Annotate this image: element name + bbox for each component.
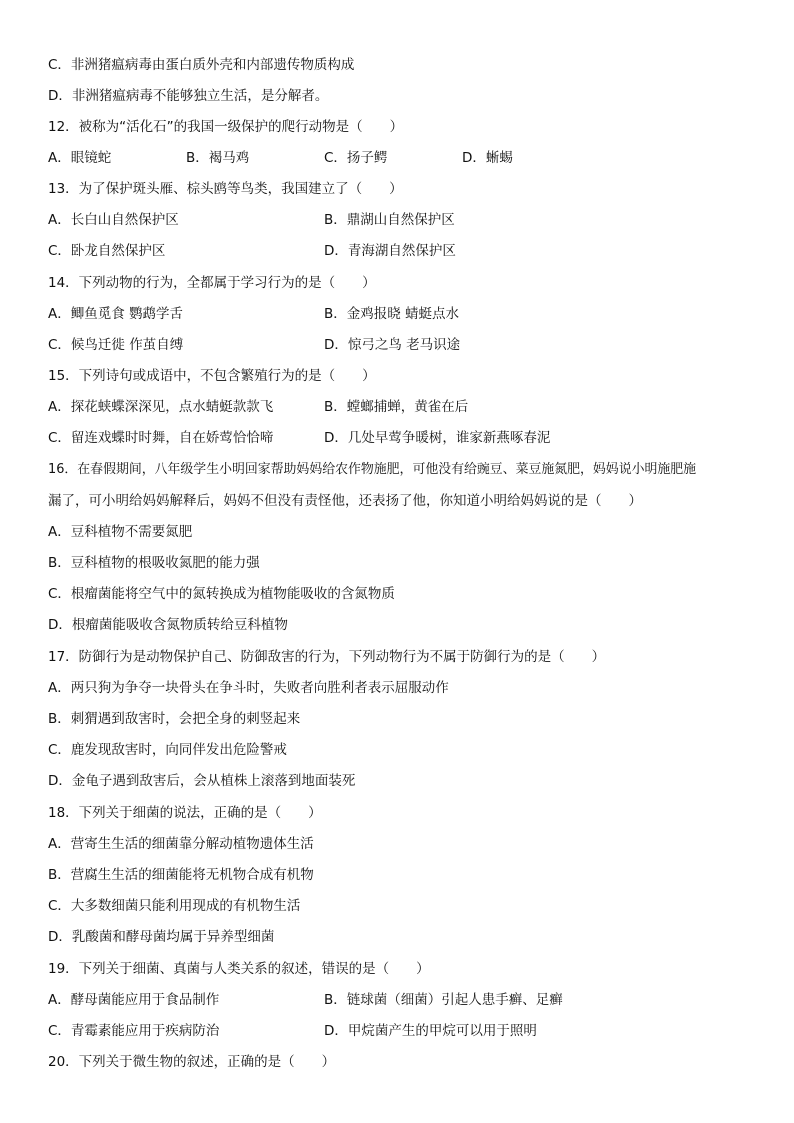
q17-stem: 17．防御行为是动物保护自己、防御敌害的行为，下列动物行为不属于防御行为的是（ ） <box>48 649 606 665</box>
q15-option-a: A．探花蛱蝶深深见，点水蜻蜓款款飞 <box>48 399 274 415</box>
q14-option-c: C．候鸟迁徙 作茧自缚 <box>48 337 184 353</box>
q18-stem: 18．下列关于细菌的说法，正确的是（ ） <box>48 805 322 821</box>
q14-option-d: D．惊弓之鸟 老马识途 <box>324 337 461 353</box>
q20-stem: 20．下列关于微生物的叙述，正确的是（ ） <box>48 1054 336 1070</box>
q18-option-d: D．乳酸菌和酵母菌均属于异养型细菌 <box>48 929 275 945</box>
q17-option-c: C．鹿发现敌害时，向同伴发出危险警戒 <box>48 742 287 758</box>
q13-option-a: A．长白山自然保护区 <box>48 212 179 228</box>
q11-option-c: C．非洲猪瘟病毒由蛋白质外壳和内部遗传物质构成 <box>48 57 355 73</box>
q14-option-a: A．鲫鱼觅食 鹦鹉学舌 <box>48 306 184 322</box>
q18-option-b: B．营腐生生活的细菌能将无机物合成有机物 <box>48 867 314 883</box>
q19-option-b: B．链球菌（细菌）引起人患手癣、足癣 <box>324 992 563 1008</box>
q15-stem: 15．下列诗句或成语中，不包含繁殖行为的是（ ） <box>48 368 376 384</box>
q15-option-c: C．留连戏蝶时时舞，自在娇莺恰恰啼 <box>48 430 274 446</box>
q13-option-b: B．鼎湖山自然保护区 <box>324 212 455 228</box>
q12-option-d: D．蜥蜴 <box>462 150 513 166</box>
q16-stem-line-2: 漏了，可小明给妈妈解释后，妈妈不但没有责怪他，还表扬了他，你知道小明给妈妈说的是（ ） <box>48 493 642 509</box>
q16-option-a: A．豆科植物不需要氮肥 <box>48 524 193 540</box>
q16-stem-line-1: 16．在春假期间，八年级学生小明回家帮助妈妈给农作物施肥，可他没有给豌豆、菜豆施氮肥，妈妈说小明施肥施 <box>48 462 697 477</box>
q13-stem: 13．为了保护斑头雁、棕头鸥等鸟类，我国建立了（ ） <box>48 181 403 197</box>
q19-option-a: A．酵母菌能应用于食品制作 <box>48 992 220 1008</box>
q16-option-c: C．根瘤菌能将空气中的氮转换成为植物能吸收的含氮物质 <box>48 586 395 602</box>
q14-stem: 14．下列动物的行为，全都属于学习行为的是（ ） <box>48 275 376 291</box>
q11-option-d: D．非洲猪瘟病毒不能够独立生活，是分解者。 <box>48 88 329 104</box>
q12-stem: 12．被称为“活化石”的我国一级保护的爬行动物是（ ） <box>48 119 404 135</box>
q12-option-a: A．眼镜蛇 <box>48 150 112 166</box>
q15-option-b: B．螳螂捕蝉，黄雀在后 <box>324 399 469 415</box>
q17-option-a: A．两只狗为争夺一块骨头在争斗时，失败者向胜利者表示屈服动作 <box>48 680 449 696</box>
q13-option-c: C．卧龙自然保护区 <box>48 243 166 259</box>
q16-option-d: D．根瘤菌能吸收含氮物质转给豆科植物 <box>48 617 288 633</box>
q19-stem: 19．下列关于细菌、真菌与人类关系的叙述，错误的是（ ） <box>48 961 430 977</box>
q18-option-a: A．营寄生生活的细菌靠分解动植物遗体生活 <box>48 836 314 852</box>
q14-option-b: B．金鸡报晓 蜻蜓点水 <box>324 306 460 322</box>
q19-option-c: C．青霉素能应用于疾病防治 <box>48 1023 220 1039</box>
q18-option-c: C．大多数细菌只能利用现成的有机物生活 <box>48 898 301 914</box>
q15-option-d: D．几处早莺争暖树，谁家新燕啄春泥 <box>324 430 551 446</box>
q17-option-b: B．刺猬遇到敌害时，会把全身的刺竖起来 <box>48 711 301 727</box>
q12-option-c: C．扬子鳄 <box>324 150 388 166</box>
q17-option-d: D．金龟子遇到敌害后，会从植株上滚落到地面装死 <box>48 773 356 789</box>
q13-option-d: D．青海湖自然保护区 <box>324 243 456 259</box>
q19-option-d: D．甲烷菌产生的甲烷可以用于照明 <box>324 1023 537 1039</box>
q16-option-b: B．豆科植物的根吸收氮肥的能力强 <box>48 555 260 571</box>
q12-option-b: B．褐马鸡 <box>186 150 250 166</box>
